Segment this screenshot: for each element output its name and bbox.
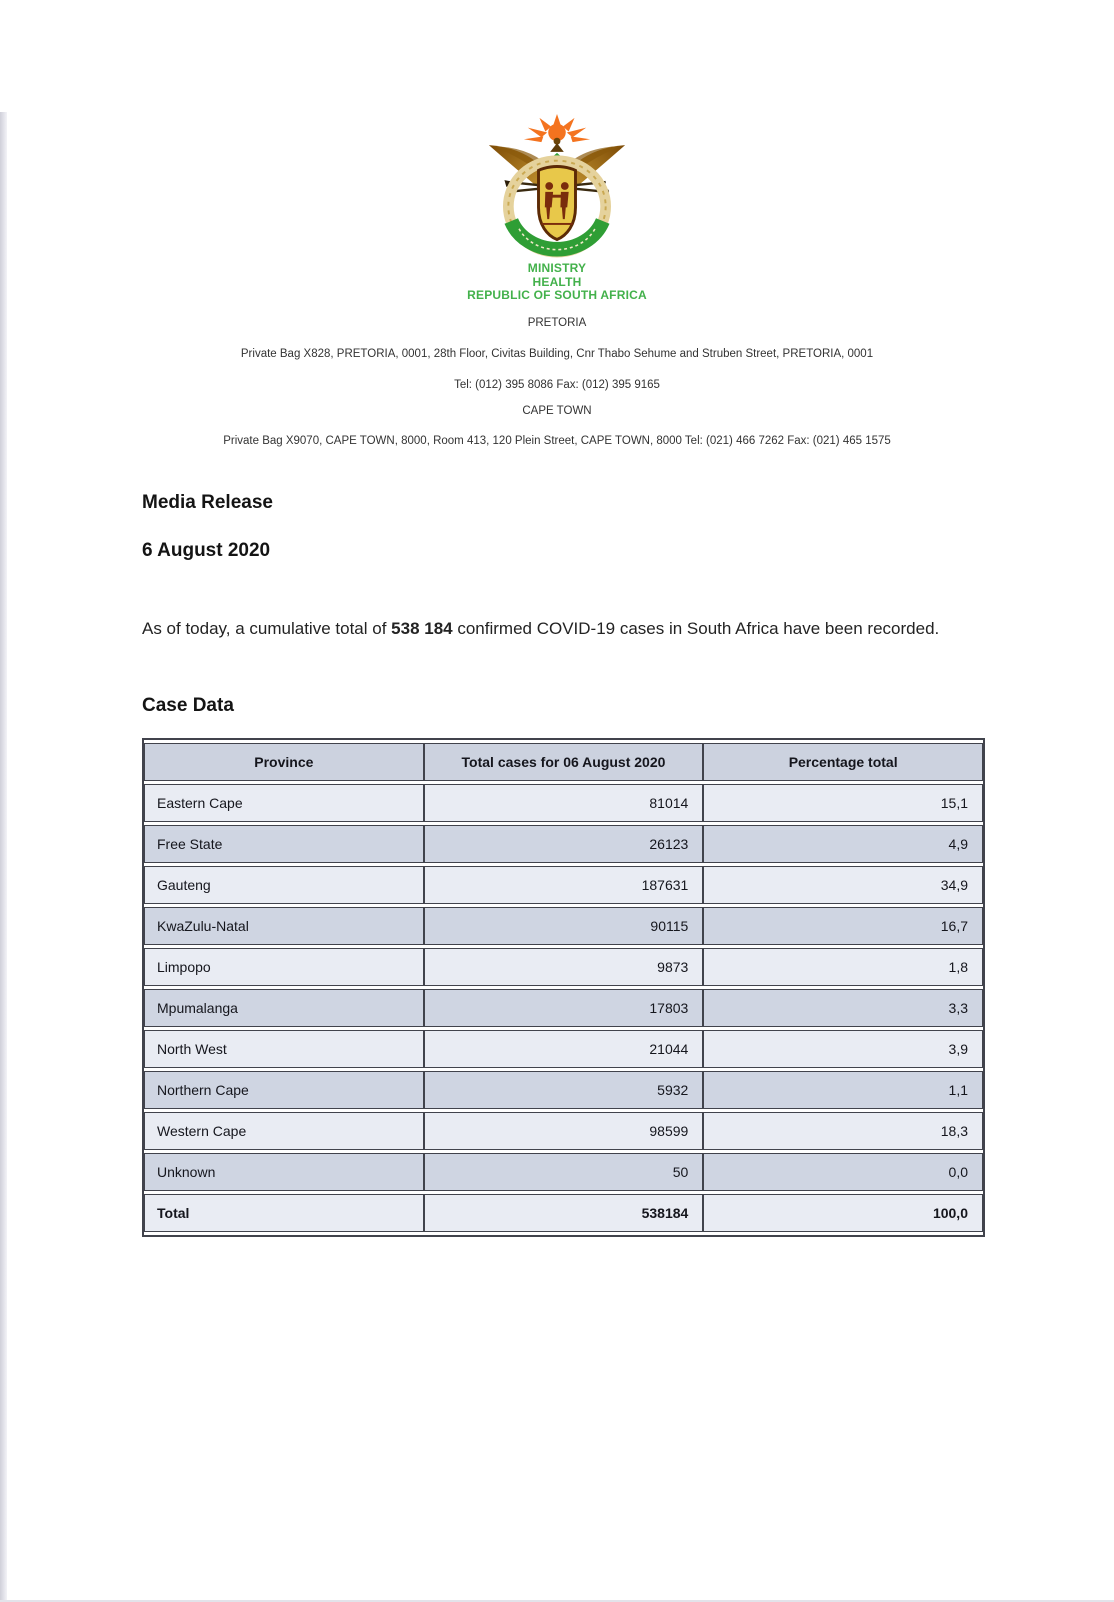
cases-cell: 5932 [424,1071,704,1109]
ministry-title [0,262,1114,303]
column-header-province: Province [144,743,424,781]
province-cell: Mpumalanga [144,989,424,1027]
percentage-cell: 18,3 [703,1112,983,1150]
total-cases-bold: 538 184 [391,618,453,638]
table-row [144,1071,983,1109]
table-row [144,1030,983,1068]
pretoria-label: PRETORIA [527,316,587,329]
cases-cell: 98599 [424,1112,704,1150]
percentage-cell: 100,0 [703,1194,983,1232]
cases-cell: 21044 [424,1030,704,1068]
case-data-table [142,738,985,1237]
table-row [144,989,983,1027]
percentage-cell: 15,1 [703,784,983,822]
media-release-title: Media Release [142,491,273,513]
cases-cell: 90115 [424,907,704,945]
province-cell: Western Cape [144,1112,424,1150]
province-cell: Eastern Cape [144,784,424,822]
case-data-heading: Case Data [142,694,234,716]
cases-cell: 81014 [424,784,704,822]
province-cell: North West [144,1030,424,1068]
percentage-cell: 16,7 [703,907,983,945]
percentage-cell: 34,9 [703,866,983,904]
capetown-address: Private Bag X9070, CAPE TOWN, 8000, Room 413, 120 Plein Street, CAPE TOWN, 8000 Tel: (021) 466 7262 Fax: (021) 465 1575 [223,434,891,447]
province-cell: Gauteng [144,866,424,904]
province-cell: Free State [144,825,424,863]
percentage-cell: 1,8 [703,948,983,986]
percentage-cell: 1,1 [703,1071,983,1109]
province-cell: Unknown [144,1153,424,1191]
pretoria-address: Private Bag X828, PRETORIA, 0001, 28th Floor, Civitas Building, Cnr Thabo Sehume and Struben Street, PRETORIA, 0001 [240,347,874,360]
percentage-cell: 3,9 [703,1030,983,1068]
capetown-label: CAPE TOWN [522,404,592,417]
percentage-cell: 0,0 [703,1153,983,1191]
percentage-cell: 4,9 [703,825,983,863]
pretoria-tel-fax: Tel: (012) 395 8086 Fax: (012) 395 9165 [454,378,660,391]
table-row [144,1153,983,1191]
cases-cell: 50 [424,1153,704,1191]
summary-text-after: confirmed COVID-19 cases in South Africa have been recorded. [452,618,940,638]
cases-cell: 538184 [424,1194,704,1232]
province-cell: Limpopo [144,948,424,986]
summary-text: As of today, a cumulative total of [142,618,392,638]
ministry-line: HEALTH [532,274,582,289]
table-row [144,866,983,904]
cases-cell: 9873 [424,948,704,986]
table-row [144,1112,983,1150]
release-date: 6 August 2020 [142,539,271,561]
province-cell: KwaZulu-Natal [144,907,424,945]
page-edge-shadow [0,112,7,1602]
ministry-line: MINISTRY [527,261,587,275]
ministry-line: REPUBLIC OF SOUTH AFRICA [467,288,647,302]
table-header-row [144,743,983,781]
column-header-total-cases: Total cases for 06 August 2020 [424,743,704,781]
table-row [144,907,983,945]
table-row [144,825,983,863]
south-africa-coat-of-arms [479,112,635,258]
table-row [144,1194,983,1232]
table-row [144,784,983,822]
column-header-percentage: Percentage total [703,743,983,781]
province-cell: Northern Cape [144,1071,424,1109]
province-cell: Total [144,1194,424,1232]
cases-cell: 17803 [424,989,704,1027]
table-row [144,948,983,986]
cases-cell: 187631 [424,866,704,904]
summary-paragraph [142,612,985,645]
cases-cell: 26123 [424,825,704,863]
case-table-body [144,784,983,1232]
shield [539,167,576,240]
percentage-cell: 3,3 [703,989,983,1027]
